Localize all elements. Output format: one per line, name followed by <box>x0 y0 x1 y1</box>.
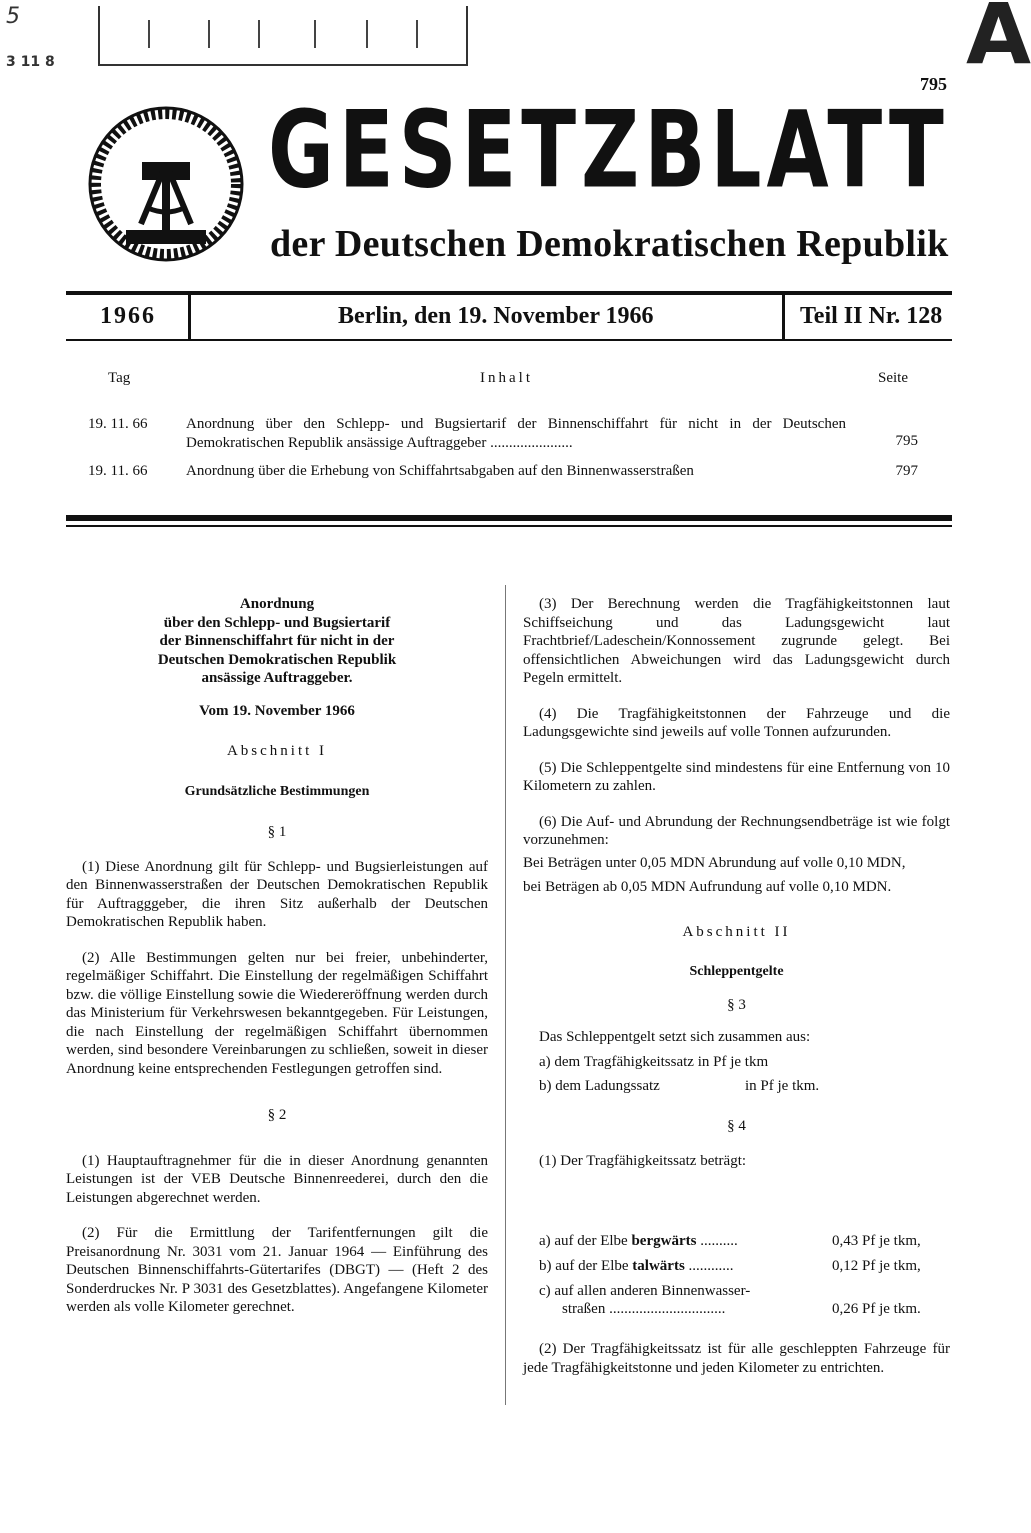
paragraph-text: (2) Alle Bestimmungen gelten nur bei freier, unbehinderter, regelmäßiger Schiffahrt. Die Einstellung der regelmäßigen Schiffahrt bzw. die völlige Einstellung sowie die Wiedereröffnung werden durch das Ministerium für Verkehrswesen bekanntgegeben. Für Leistungen, die nach Einstellung der regelmäßigen Schiffahrt übernommen werden, sind besondere Vereinbarungen zu schließen, soweit in dieser Anordnung keine entsprechenden Festlegungen getroffen sind. <box>66 949 488 1077</box>
handwritten-code: 3 11 8 <box>6 54 55 70</box>
ordinance-title-line: Anordnung <box>239 596 315 612</box>
stamp-tick <box>366 20 368 48</box>
toc-rule-top <box>66 515 952 521</box>
paragraph-text: (2) Der Tragfähigkeitssatz ist für alle geschleppten Fahrzeuge für jede Tragfähigkeitstonne und jeden Kilometer zu entrichten. <box>523 1341 950 1376</box>
paragraph-text: (2) Für die Ermittlung der Tarifentfernungen gilt die Preisanordnung Nr. 3031 vom 21. Januar 1964 — Einführung des Deutschen Binnenschiffahrts-Gütertarifes (DBGT) — (Heft 2 des Sonderdruckes Nr. P 3031 des Gesetzblattes). Angefangene Kilometer werden als volle Kilometer gerechnet. <box>66 1225 488 1315</box>
stamp-tick <box>148 20 150 48</box>
rate-value: 0,26 Pf je tkm. <box>832 1301 921 1317</box>
issue-divider <box>188 295 191 339</box>
rate-direction: bergwärts <box>631 1233 697 1249</box>
ordinance-title-line: ansässige Auftraggeber. <box>201 670 353 686</box>
page-number: 795 <box>920 74 947 94</box>
ordinance-title-line: über den Schlepp- und Bugsiertarif <box>163 614 391 631</box>
stamp-tick <box>416 20 418 48</box>
rate-value: 0,43 Pf je tkm, <box>832 1233 921 1249</box>
issue-date: Berlin, den 19. November 1966 <box>338 303 654 329</box>
stamp-tick <box>314 20 316 48</box>
section-heading: Abschnitt I <box>226 743 328 759</box>
paragraph-text: Bei Beträgen unter 0,05 MDN Abrundung auf volle 0,10 MDN, <box>523 854 906 871</box>
paragraph-text: (1) Der Tragfähigkeitssatz beträgt: <box>539 1152 747 1169</box>
toc-date: 19. 11. 66 <box>88 416 148 432</box>
archive-stamp-box <box>98 6 468 66</box>
paragraph-text: (1) Hauptauftragnehmer für die in dieser Anordnung genannten Leistungen ist der VEB Deutsche Binnenreederei, durch den die Leistungen abgerechnet werden. <box>66 1152 488 1206</box>
rate-leader: ............ <box>684 1258 734 1274</box>
header-rule-bottom <box>66 339 952 341</box>
ordinance-date: Vom 19. November 1966 <box>199 702 355 719</box>
rate-label: b) auf der Elbe <box>539 1258 633 1274</box>
rate-direction: talwärts <box>632 1258 685 1274</box>
issue-bar <box>66 295 952 339</box>
rate-value: 0,12 Pf je tkm, <box>832 1258 921 1274</box>
right-column <box>523 595 950 1170</box>
paragraph-number: § 4 <box>727 1118 746 1134</box>
rate-label: c) auf allen anderen Binnenwasser- <box>539 1283 751 1299</box>
ordinance-title-line: der Binnenschiffahrt für nicht in der <box>159 633 395 649</box>
list-item: a) dem Tragfähigkeitssatz in Pf je tkm <box>539 1053 769 1070</box>
handwritten-number: 5 <box>6 4 20 29</box>
rate-label: a) auf der Elbe <box>539 1233 632 1249</box>
paragraph-text: (5) Die Schleppentgelte sind mindestens für eine Entfernung von 10 Kilometern zu zahlen. <box>523 759 950 794</box>
state-emblem-icon <box>86 104 246 264</box>
masthead-title: GESETZBLATT <box>268 89 949 213</box>
ordinance-title-line: Deutschen Demokratischen Republik <box>157 651 397 668</box>
section-title: Grundsätzliche Bestimmungen <box>184 783 370 799</box>
toc-head-page: Seite <box>878 370 908 386</box>
list-item-label: b) dem Ladungssatz <box>539 1078 660 1094</box>
paragraph-text: bei Beträgen ab 0,05 MDN Aufrundung auf volle 0,10 MDN. <box>523 879 892 895</box>
right-column-end <box>523 1340 950 1377</box>
column-divider <box>505 585 506 1405</box>
issue-divider <box>782 295 785 339</box>
list-item <box>523 1077 950 1095</box>
paragraph-number: § 1 <box>267 824 287 840</box>
rate-leader: .......... <box>696 1233 738 1249</box>
toc-text: Anordnung über den Schlepp- und Bugsiertarif der Binnenschiffahrt für nicht in der Deutschen Demokratischen Republik ansässige Auftraggeber ...................... <box>186 416 846 451</box>
toc-page: 795 <box>895 433 918 449</box>
rate-label: straßen <box>562 1301 610 1317</box>
stamp-letter: A <box>966 0 1031 83</box>
paragraph-number: § 2 <box>267 1107 287 1123</box>
stamp-tick <box>258 20 260 48</box>
paragraph-number: § 3 <box>727 996 746 1013</box>
paragraph-text: (1) Diese Anordnung gilt für Schlepp- und Bugsierleistungen auf den Binnenwasserstraßen der Deutschen Demokratischen Republik für Auftragggeber, die ihren Sitz außerhalb der Deutschen Demokratischen Republik haben. <box>66 858 488 930</box>
rate-leader: ............................... <box>609 1301 726 1317</box>
rate-row <box>539 1258 734 1275</box>
masthead-subtitle: der Deutschen Demokratischen Republik <box>270 223 949 265</box>
toc-head-title: Inhalt <box>480 370 533 386</box>
paragraph-text: (6) Die Auf- und Abrundung der Rechnungsendbeträge ist wie folgt vorzunehmen: <box>523 813 950 848</box>
paragraph-text: Das Schleppentgelt setzt sich zusammen aus: <box>539 1029 811 1045</box>
rate-row <box>562 1301 725 1318</box>
paragraph-text: (3) Der Berechnung werden die Tragfähigkeitstonnen laut Schiffseichung und das Ladungsgewicht laut Frachtbrief/Ladeschein/Konnossement zugrunde gelegt. Bei offensichtlichen Abweichungen wird das Ladungsgewicht durch Pegeln ermittelt. <box>523 596 950 686</box>
toc-page: 797 <box>895 463 918 479</box>
toc-entry <box>88 415 918 455</box>
paragraph-text: (4) Die Tragfähigkeitstonnen der Fahrzeuge und die Ladungsgewichte sind jeweils auf volle Tonnen aufzurunden. <box>523 705 950 740</box>
rate-row <box>539 1283 750 1300</box>
toc-head-day: Tag <box>108 370 131 386</box>
list-item-unit: in Pf je tkm. <box>745 1078 820 1094</box>
issue-number: Teil II Nr. 128 <box>800 303 943 329</box>
toc-rule-bottom <box>66 525 952 527</box>
toc-text: Anordnung über die Erhebung von Schiffahrtsabgaben auf den Binnenwasserstraßen <box>186 463 694 479</box>
stamp-tick <box>208 20 210 48</box>
rate-row <box>539 1233 738 1250</box>
issue-year: 1966 <box>100 303 156 329</box>
toc-entry <box>88 462 918 482</box>
left-column <box>66 595 488 1317</box>
section-title: Schleppentgelte <box>689 964 784 979</box>
section-heading: Abschnitt II <box>682 923 791 940</box>
toc-date: 19. 11. 66 <box>88 463 148 479</box>
